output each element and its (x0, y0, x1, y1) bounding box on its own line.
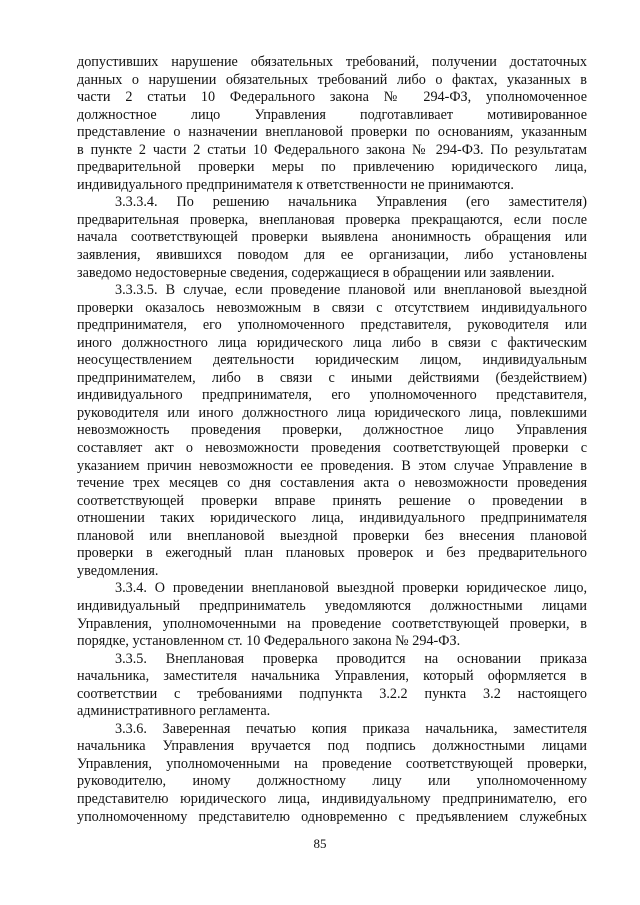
text-line: заведомо недостоверные сведения, содержащиеся в обращении или заявлении. (77, 264, 555, 281)
text-line: соответствии с требованиями подпункта 3.2.2 пункта 3.2 настоящего (77, 685, 587, 702)
text-line: индивидуального предпринимателя, его уполномоченного представителя, (77, 387, 587, 404)
text-line: проверки в ежегодный план плановых проверок и без предварительного (77, 545, 587, 562)
text-line: предпринимателя, его уполномоченного представителя, руководителя или (77, 317, 587, 334)
text-line: предпринимателем, либо в связи с иными действиями (бездействием) (77, 369, 587, 386)
text-line: неосуществлением деятельности юридическим лицом, индивидуальным (77, 352, 587, 369)
text-line: отношении таких юридического лица, индивидуального предпринимателя (77, 510, 587, 527)
document-body (77, 54, 587, 826)
text-line: данных о нарушении обязательных требований либо о фактах, указанных в (77, 71, 587, 88)
text-line: 3.3.6. Заверенная печатью копия приказа начальника, заместителя (115, 720, 587, 737)
text-line: 3.3.3.4. По решению начальника Управления (его заместителя) (115, 194, 587, 211)
text-line: невозможность проведения проверки, должностное лицо Управления (77, 422, 587, 439)
text-line: 3.3.4. О проведении внеплановой выездной проверки юридическое лицо, (115, 580, 587, 597)
text-line: уведомления. (77, 562, 159, 579)
text-line: течение трех месяцев со дня составления акта о невозможности проведения (77, 475, 587, 492)
text-line: плановой или внеплановой выездной проверки без внесения плановой (77, 527, 587, 544)
text-line: 3.3.5. Внеплановая проверка проводится на основании приказа (115, 650, 587, 667)
text-line: 3.3.3.5. В случае, если проведение плановой или внеплановой выездной (115, 282, 587, 299)
page-number: 85 (313, 836, 327, 851)
text-line: иного должностного лица юридического лица либо в связи с фактическим (77, 334, 587, 351)
text-line: составляет акт о невозможности проведения соответствующей проверки с (77, 440, 587, 457)
text-line: представителю юридического лица, индивидуальному предпринимателю, его (77, 790, 587, 807)
text-line: начала соответствующей проверки выявлена анонимность обращения или (77, 229, 587, 246)
text-line: допустивших нарушение обязательных требований, получении достаточных (77, 54, 587, 70)
text-line: предварительная проверка, внеплановая проверка прекращаются, если после (77, 211, 587, 228)
text-line: указанием причин невозможности ее проведения. В этом случае Управление в (77, 457, 587, 474)
text-line: представление о назначении внеплановой проверки по основаниям, указанным (77, 124, 587, 141)
text-line: начальника, заместителя начальника Управления, который оформляется в (77, 668, 587, 685)
text-line: заявления, явившихся поводом для ее организации, либо установлены (77, 247, 587, 264)
text-line: начальника Управления вручается под подпись должностными лицами (77, 738, 587, 755)
text-line: Управления, уполномоченными на проведение соответствующей проверки, (77, 755, 587, 772)
text-line: уполномоченному представителю одновременно с предъявлением служебных (77, 808, 587, 825)
text-line: части 2 статьи 10 Федерального закона № 294-ФЗ, уполномоченное (77, 89, 587, 106)
text-line: порядке, установленном ст. 10 Федерального закона № 294-ФЗ. (77, 633, 461, 650)
text-line: руководителю, иному должностному лицу или уполномоченному (77, 773, 587, 790)
text-line: Управления, уполномоченными на проведение соответствующей проверки, в (77, 615, 587, 632)
text-line: индивидуальный предприниматель уведомляются должностными лицами (77, 597, 587, 614)
text-line: индивидуального предпринимателя к ответственности не принимаются. (77, 176, 514, 193)
text-line: административного регламента. (77, 703, 271, 720)
text-line: предварительной проверки меры по привлечению юридического лица, (77, 159, 587, 176)
text-line: должностное лицо Управления подготавливает мотивированное (77, 106, 587, 123)
text-line: соответствующей проверки вправе принять решение о проведении в (77, 492, 587, 509)
text-line: проверки оказалось невозможным в связи с отсутствием индивидуального (77, 299, 587, 316)
text-line: в пункте 2 части 2 статьи 10 Федерального закона № 294-ФЗ. По результатам (77, 141, 587, 158)
text-line: руководителя или иного должностного лица юридического лица, повлекшими (77, 404, 587, 421)
